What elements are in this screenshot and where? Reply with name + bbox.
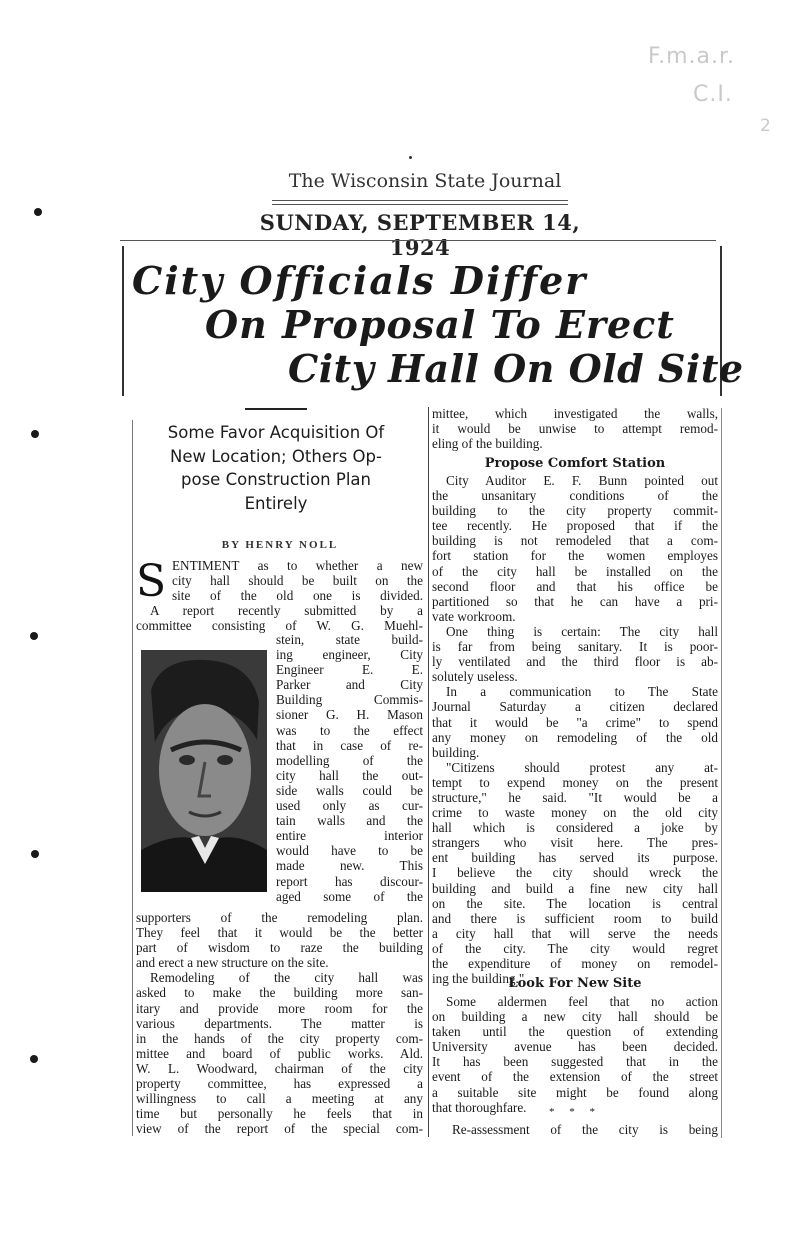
article-intro: [172, 558, 423, 603]
text-line: made new. This: [276, 858, 423, 874]
text-line: building and build a fine new city hall: [432, 880, 718, 896]
text-line: mittee, which investigated the walls,: [432, 406, 718, 421]
text-line: Some aldermen feel that no action: [446, 994, 718, 1009]
text-line: ing the building.": [432, 971, 525, 987]
text-line: it would be unwise to attempt remod-: [432, 421, 718, 437]
column-edge-right: [721, 408, 722, 1138]
text-line: on building a new city hall should be: [432, 1009, 718, 1025]
text-line: itary and provide more room for the: [136, 1000, 423, 1016]
article-right-mid: [432, 473, 718, 986]
article-intro-cont: [136, 603, 423, 633]
text-line: the expenditure of money on remodel-: [432, 956, 718, 971]
article-left-bottom: [136, 910, 423, 1136]
text-line: property committee, has expressed a: [136, 1076, 423, 1092]
binder-hole: [30, 1055, 38, 1063]
text-line: solutely useless.: [432, 669, 518, 685]
subheadline-deck: [132, 421, 420, 515]
text-line: fort station for the women employes: [432, 548, 718, 564]
column-divider: [428, 407, 429, 1137]
text-line: that thoroughfare.: [432, 1099, 527, 1115]
text-line: side walls could be: [276, 782, 423, 798]
text-line: strangers who visit here. The pres-: [432, 835, 718, 851]
masthead-rule: [272, 204, 568, 205]
text-line: would have to be: [276, 843, 423, 859]
text-line: supporters of the remodeling plan.: [136, 910, 423, 925]
text-line: committee consisting of W. G. Muehl-: [136, 618, 423, 634]
newspaper-masthead: The Wisconsin State Journal: [288, 170, 562, 192]
text-line: ly ventilated and the third floor is ab-: [432, 654, 718, 670]
text-line: report has discour-: [276, 873, 423, 889]
text-line: was to the effect: [276, 722, 423, 738]
text-line: Re-assessment of the city is being: [452, 1122, 718, 1137]
text-line: taken until the question of extending: [432, 1024, 718, 1040]
portrait-photo-graphic: [141, 650, 267, 892]
text-line: of the city hall be installed on the: [432, 563, 718, 579]
text-line: eling of the building.: [432, 436, 543, 452]
dateline: SUNDAY, SEPTEMBER 14, 1924: [259, 210, 581, 260]
text-line: in the hands of the city property com-: [136, 1030, 423, 1046]
deck-line: pose Construction Plan: [181, 470, 371, 489]
text-line: crime to waste money on the old city: [432, 805, 718, 821]
text-line: ing engineer, City: [276, 647, 423, 663]
section-separator: * * *: [549, 1106, 601, 1118]
margin-note-number: 2: [760, 116, 772, 136]
text-line: Engineer E. E.: [276, 662, 423, 678]
text-line: of the city. The city would regret: [432, 940, 718, 956]
text-line: any money on remodeling of the old: [432, 729, 718, 745]
text-line: ENTIMENT as to whether a new: [172, 558, 423, 573]
headline-line-3: City Hall On Old Site: [288, 346, 744, 391]
text-line: asked to make the building more san-: [136, 985, 423, 1001]
text-line: part of wisdom to raze the building: [136, 940, 423, 956]
margin-note-archive-code: F.m.a.r.: [648, 44, 736, 69]
text-line: W. L. Woodward, chairman of the city: [136, 1060, 423, 1076]
text-line: and erect a new structure on the site.: [136, 955, 329, 971]
deck-line: Some Favor Acquisition Of: [167, 423, 385, 442]
text-line: sioner G. H. Mason: [276, 707, 423, 723]
headline-line-2: On Proposal To Erect: [205, 302, 675, 347]
text-line: City Auditor E. F. Bunn pointed out: [446, 473, 718, 488]
text-line: entire interior: [276, 828, 423, 844]
text-line: They feel that it would be the better: [136, 925, 423, 941]
text-line: tee recently. He proposed that if the: [432, 518, 718, 534]
subhead-comfort-station: Propose Comfort Station: [484, 456, 666, 471]
text-line: tempt to expend money on the present: [432, 774, 718, 790]
text-line: In a communication to The State: [446, 684, 718, 700]
text-line: and there is sufficient room to build: [432, 910, 718, 926]
deck-line: Entirely: [244, 493, 308, 513]
article-continues: [452, 1122, 718, 1137]
ink-dot: [409, 156, 412, 159]
text-line: "Citizens should protest any at-: [446, 759, 718, 775]
header-rule: [120, 240, 716, 241]
text-line: Building Commis-: [276, 692, 423, 708]
text-line: partitioned so that he can have a pri-: [432, 593, 718, 609]
text-line: Parker and City: [276, 677, 423, 693]
article-right-top: [432, 406, 718, 451]
text-line: Journal Saturday a citizen declared: [432, 699, 718, 715]
text-line: view of the report of the special com-: [136, 1121, 423, 1137]
text-line: city hall the out-: [276, 767, 423, 783]
deck-rule: [245, 408, 307, 410]
text-line: tain walls and the: [276, 813, 423, 829]
text-line: mittee and board of public works. Ald.: [136, 1045, 423, 1061]
text-line: on the site. The location is central: [432, 895, 718, 911]
text-line: that it would be "a crime" to spend: [432, 714, 718, 730]
binder-hole: [34, 208, 42, 216]
text-line: building is not remodeled that a com-: [432, 533, 718, 549]
text-line: vate workroom.: [432, 608, 516, 624]
text-line: stein, state build-: [276, 632, 423, 647]
text-line: One thing is certain: The city hall: [446, 623, 718, 639]
text-line: University avenue has been decided.: [432, 1039, 718, 1055]
text-line: second floor and that his office be: [432, 578, 718, 594]
subhead-new-site: Look For New Site: [508, 976, 642, 991]
text-line: ent building has served its purpose.: [432, 850, 718, 866]
article-wrap-text: [276, 632, 423, 904]
text-line: a city hall that will serve the needs: [432, 925, 718, 941]
byline: BY HENRY NOLL: [221, 539, 339, 551]
text-line: willingness to call a meeting at any: [136, 1091, 423, 1107]
deck-line: New Location; Others Op-: [170, 446, 382, 466]
text-line: site of the old one is divided.: [172, 588, 423, 604]
text-line: modelling of the: [276, 752, 423, 768]
drop-cap: S: [136, 556, 167, 607]
text-line: the unsanitary conditions of the: [432, 488, 718, 504]
text-line: It has been suggested that in the: [432, 1054, 718, 1070]
text-line: structure," he said. "It would be a: [432, 789, 718, 805]
text-line: a suitable site might be found along: [432, 1084, 718, 1100]
headline-line-1: City Officials Differ: [132, 258, 588, 303]
text-line: building to the city property commit-: [432, 503, 718, 519]
text-line: hall which is considered a joke by: [432, 820, 718, 836]
text-line: various departments. The matter is: [136, 1015, 423, 1031]
text-line: used only as cur-: [276, 798, 423, 814]
masthead-rule: [272, 200, 568, 201]
text-line: is far from being sanitary. It is poor-: [432, 639, 718, 655]
text-line: A report recently submitted by a: [150, 603, 423, 618]
binder-hole: [31, 430, 39, 438]
article-right-bottom: [432, 994, 718, 1115]
text-line: city hall should be built on the: [172, 573, 423, 589]
text-line: that in case of re-: [276, 737, 423, 753]
portrait-photo: [141, 650, 267, 892]
text-line: Remodeling of the city hall was: [150, 970, 423, 986]
text-line: time but personally he feels that in: [136, 1106, 423, 1122]
binder-hole: [30, 632, 38, 640]
column-edge-left: [132, 420, 133, 1136]
margin-note-section: C.I.: [693, 82, 733, 107]
text-line: aged some of the: [276, 888, 423, 904]
binder-hole: [31, 850, 39, 858]
text-line: I believe the city should wreck the: [432, 865, 718, 881]
text-line: event of the extension of the street: [432, 1069, 718, 1085]
text-line: building.: [432, 744, 480, 760]
